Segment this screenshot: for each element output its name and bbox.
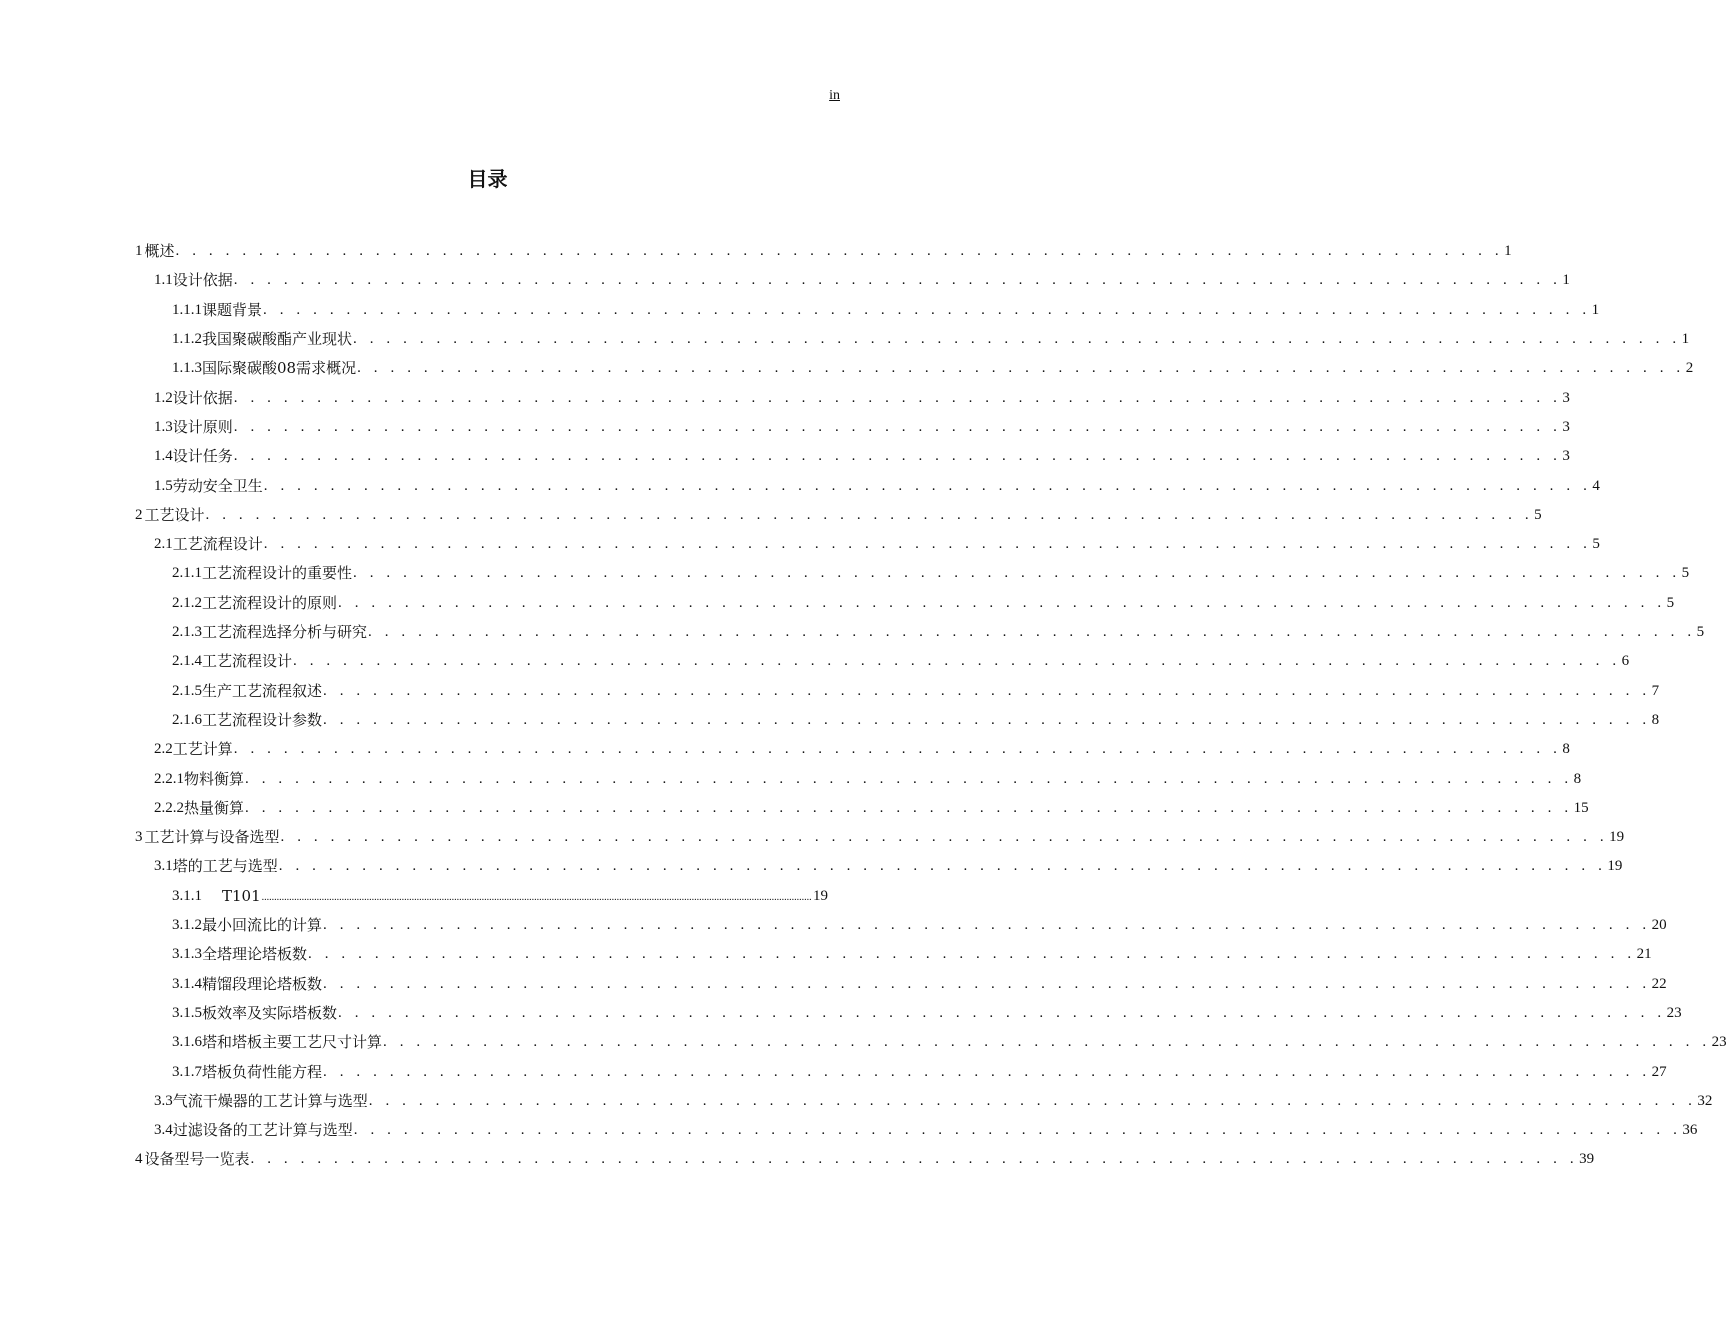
toc-dot-leader: . . . . . . . . . . . . . . . . . . . . . . . . . . . . . . . . . . . . . . . . . . . . . . . . . . . . . . . . . . . . . . . . . . . . . . . . . . . . . . . . xyxy=(323,917,1651,934)
toc-entry-page: 27 xyxy=(1651,1063,1667,1080)
toc-dot-leader: . . . . . . . . . . . . . . . . . . . . . . . . . . . . . . . . . . . . . . . . . . . . . . . . . . . . . . . . . . . . . . . . . . . . . . . . . . . . . . . . xyxy=(205,506,1534,523)
toc-entry-page: 8 xyxy=(1562,741,1570,758)
toc-dot-leader: . . . . . . . . . . . . . . . . . . . . . . . . . . . . . . . . . . . . . . . . . . . . . . . . . . . . . . . . . . . . . . . . . . . . . . . . . . . . . . . . xyxy=(323,1063,1651,1080)
toc-entry[interactable] xyxy=(172,647,1630,676)
toc-entry-page: 5 xyxy=(1696,624,1705,641)
toc-dot-leader: . . . . . . . . . . . . . . . . . . . . . . . . . . . . . . . . . . . . . . . . . . . . . . . . . . . . . . . . . . . . . . . . . . . . . . . . . . . . . . . . xyxy=(263,301,1591,318)
toc-entry[interactable] xyxy=(135,1145,1595,1174)
toc-entry-page: 3 xyxy=(1562,389,1570,406)
toc-entry-page: 5 xyxy=(1592,536,1600,553)
toc-entry-title: 塔的工艺与选型 xyxy=(172,857,278,876)
toc-entry-page: 5 xyxy=(1666,594,1675,611)
toc-entry[interactable] xyxy=(172,940,1652,969)
toc-entry-page: 3 xyxy=(1562,448,1570,465)
toc-entry[interactable] xyxy=(172,882,828,911)
toc-entry-title: 工艺流程设计的原则 xyxy=(202,593,338,612)
toc-entry-page: 8 xyxy=(1573,770,1582,787)
toc-entry-title: T101 xyxy=(222,886,261,905)
toc-entry-page: 36 xyxy=(1682,1122,1698,1139)
toc-entry-page: 6 xyxy=(1621,653,1630,670)
toc-dot-leader: . . . . . . . . . . . . . . . . . . . . . . . . . . . . . . . . . . . . . . . . . . . . . . . . . . . . . . . . . . . . . . . . . . . . . . . . . . . . . . . . xyxy=(233,741,1562,758)
toc-entry-page: 19 xyxy=(813,887,828,904)
toc-entry-title: 劳动安全卫生 xyxy=(172,476,263,495)
toc-entry-page: 19 xyxy=(1607,858,1623,875)
toc-dot-leader: . . . . . . . . . . . . . . . . . . . . . . . . . . . . . . . . . . . . . . . . . . . . . . . . . . . . . . . . . . . . . . . . . . . . . . . . . . . . . . . . xyxy=(338,594,1666,611)
toc-entry[interactable] xyxy=(172,589,1675,618)
toc-entry-number: 1.3 xyxy=(154,418,173,435)
toc-entry-number: 1.5 xyxy=(154,477,173,494)
toc-dot-leader: . . . . . . . . . . . . . . . . . . . . . . . . . . . . . . . . . . . . . . . . . . . . . . . . . . . . . . . . . . . . . . . . . . . . . . . . . . . . . . . . xyxy=(245,770,1573,787)
toc-entry-title: 工艺设计 xyxy=(144,505,205,524)
toc-dot-leader: . . . . . . . . . . . . . . . . . . . . . . . . . . . . . . . . . . . . . . . . . . . . . . . . . . . . . . . . . . . . . . . . . . . . . . . . . . . . . . . . xyxy=(280,829,1609,846)
toc-entry-page: 23 xyxy=(1666,1004,1682,1021)
toc-entry-page: 1 xyxy=(1562,272,1570,289)
toc-entry[interactable] xyxy=(154,266,1570,295)
toc-entry-title: 物料衡算 xyxy=(184,769,245,788)
toc-entry-page: 21 xyxy=(1636,946,1652,963)
toc-entry-page: 8 xyxy=(1651,711,1660,728)
toc-entry-page: 1 xyxy=(1504,243,1512,260)
toc-entry[interactable] xyxy=(172,911,1667,940)
toc-entry-number: 3 xyxy=(135,829,143,846)
toc-dot-leader: . . . . . . . . . . . . . . . . . . . . . . . . . . . . . . . . . . . . . . . . . . . . . . . . . . . . . . . . . . . . . . . . . . . . . . . . . . . . . . . . xyxy=(323,711,1651,728)
toc-entry-number: 1 xyxy=(135,243,143,260)
toc-entry-title: 设计任务 xyxy=(172,447,233,466)
toc-entry-title: 工艺流程设计参数 xyxy=(202,710,323,729)
toc-entry-page: 3 xyxy=(1562,418,1570,435)
toc-entry-number: 3.1.7 xyxy=(172,1063,202,1080)
toc-dot-leader: . . . . . . . . . . . . . . . . . . . . . . . . . . . . . . . . . . . . . . . . . . . . . . . . . . . . . . . . . . . . . . . . . . . . . . . . . . . . . . . . xyxy=(245,799,1573,816)
toc-entry-title: 塔和塔板主要工艺尺寸计算 xyxy=(202,1033,383,1052)
toc-entry-number: 3.3 xyxy=(154,1092,173,1109)
toc-entry[interactable] xyxy=(172,618,1705,647)
toc-entry-title: 设计依据 xyxy=(172,388,233,407)
toc-entry-title: 气流干燥器的工艺计算与选型 xyxy=(172,1091,368,1110)
toc-entry[interactable] xyxy=(172,325,1690,354)
toc-entry-number: 4 xyxy=(135,1151,143,1168)
toc-dot-leader: . . . . . . . . . . . . . . . . . . . . . . . . . . . . . . . . . . . . . . . . . . . . . . . . . . . . . . . . . . . . . . . . . . . . . . . . . . . . . . . . xyxy=(357,360,1685,377)
toc-entry[interactable] xyxy=(172,970,1667,999)
toc-entry-title: 生产工艺流程叙述 xyxy=(202,681,323,700)
toc-dot-leader: . . . . . . . . . . . . . . . . . . . . . . . . . . . . . . . . . . . . . . . . . . . . . . . . . . . . . . . . . . . . . . . . . . . . . . . . . . . . . . . . xyxy=(293,653,1621,670)
toc-entry-page: 22 xyxy=(1651,975,1667,992)
toc-dot-leader: . . . . . . . . . . . . . . . . . . . . . . . . . . . . . . . . . . . . . . . . . . . . . . . . . . . . . . . . . . . . . . . . . . . . . . . . . . . . . . . . xyxy=(233,448,1562,465)
toc-entry[interactable] xyxy=(154,735,1570,764)
toc-entry-page: 4 xyxy=(1592,477,1600,494)
toc-entry-title: 课题背景 xyxy=(202,300,263,319)
toc-dot-leader: . . . . . . . . . . . . . . . . . . . . . . . . . . . . . . . . . . . . . . . . . . . . . . . . . . . . . . . . . . . . . . . . . . . . . . . . . . . . . . . . xyxy=(233,389,1562,406)
toc-entry-page: 7 xyxy=(1651,682,1660,699)
toc-entry-number: 1.1 xyxy=(154,272,173,289)
toc-entry[interactable] xyxy=(172,677,1660,706)
toc-entry-number: 1.1.3 xyxy=(172,360,202,377)
toc-entry[interactable] xyxy=(154,764,1582,793)
toc-entry-number: 2.1.1 xyxy=(172,565,202,582)
toc-dot-leader: . . . . . . . . . . . . . . . . . . . . . . . . . . . . . . . . . . . . . . . . . . . . . . . . . . . . . . . . . . . . . . . . . . . . . . . . . . . . . . . . xyxy=(323,975,1651,992)
toc-dot-leader: . . . . . . . . . . . . . . . . . . . . . . . . . . . . . . . . . . . . . . . . . . . . . . . . . . . . . . . . . . . . . . . . . . . . . . . . . . . . . . . . xyxy=(263,536,1592,553)
toc-entry-number: 3.1.6 xyxy=(172,1034,202,1051)
toc-entry[interactable] xyxy=(154,384,1570,413)
toc-entry-title: 塔板负荷性能方程 xyxy=(202,1062,323,1081)
toc-entry-page: 5 xyxy=(1534,506,1542,523)
toc-entry-title: 板效率及实际塔板数 xyxy=(202,1003,338,1022)
toc-entry-page: 2 xyxy=(1685,360,1694,377)
toc-dot-leader: . . . . . . . . . . . . . . . . . . . . . . . . . . . . . . . . . . . . . . . . . . . . . . . . . . . . . . . . . . . . . . . . . . . . . . . . . . . . . . . . xyxy=(353,1122,1682,1139)
toc-entry-number: 1.1.2 xyxy=(172,331,202,348)
toc-entry[interactable] xyxy=(135,237,1512,266)
toc-entry[interactable] xyxy=(172,1057,1667,1086)
toc-dot-leader: . . . . . . . . . . . . . . . . . . . . . . . . . . . . . . . . . . . . . . . . . . . . . . . . . . . . . . . . . . . . . . . . . . . . . . . . . . . . . . . . xyxy=(323,682,1651,699)
toc-entry[interactable] xyxy=(172,354,1694,383)
toc-entry-number: 2.1.4 xyxy=(172,653,202,670)
toc-entry-title: 精馏段理论塔板数 xyxy=(202,974,323,993)
toc-dot-leader: . . . . . . . . . . . . . . . . . . . . . . . . . . . . . . . . . . . . . . . . . . . . . . . . . . . . . . . . . . . . . . . . . . . . . . . . . . . . . . . . xyxy=(368,624,1696,641)
toc-entry-number: 2.1.3 xyxy=(172,624,202,641)
toc-entry-page: 23 xyxy=(1711,1034,1727,1051)
toc-entry[interactable] xyxy=(154,794,1589,823)
toc-entry-title: 设计依据 xyxy=(172,271,233,290)
toc-entry-title: 工艺流程选择分析与研究 xyxy=(202,623,368,642)
toc-entry-title: 工艺流程设计的重要性 xyxy=(202,564,353,583)
toc-entry[interactable] xyxy=(154,413,1570,442)
toc-entry-page: 20 xyxy=(1651,917,1667,934)
toc-dot-leader: . . . . . . . . . . . . . . . . . . . . . . . . . . . . . . . . . . . . . . . . . . . . . . . . . . . . . . . . . . . . . . . . . . . . . . . . . . . . . . . . xyxy=(250,1151,1579,1168)
page-marker: in xyxy=(829,88,840,103)
toc-entry-number: 2.1 xyxy=(154,536,173,553)
toc-entry-title: 概述 xyxy=(144,242,175,261)
toc-dot-leader: . . . . . . . . . . . . . . . . . . . . . . . . . . . . . . . . . . . . . . . . . . . . . . . . . . . . . . . . . . . . . . . . . . . . . . . . . . . . . . . . xyxy=(278,858,1607,875)
toc-entry-title: 过滤设备的工艺计算与选型 xyxy=(172,1121,353,1140)
toc-dot-leader: . . . . . . . . . . . . . . . . . . . . . . . . . . . . . . . . . . . . . . . . . . . . . . . . . . . . . . . . . . . . . . . . . . . . . . . . . . . . . . . . xyxy=(368,1092,1697,1109)
toc-dot-leader: ............................................................................................................................................................................................................................ xyxy=(261,892,812,904)
toc-dot-leader: . . . . . . . . . . . . . . . . . . . . . . . . . . . . . . . . . . . . . . . . . . . . . . . . . . . . . . . . . . . . . . . . . . . . . . . . . . . . . . . . xyxy=(263,477,1592,494)
toc-entry-title: 国际聚碳酸08需求概况 xyxy=(202,359,357,378)
toc-entry[interactable] xyxy=(172,706,1660,735)
toc-entry-number: 3.1 xyxy=(154,858,173,875)
toc-entry-number: 1.4 xyxy=(154,448,173,465)
toc-entry-title: 设备型号一览表 xyxy=(144,1150,250,1169)
toc-entry[interactable] xyxy=(154,1087,1713,1116)
toc-entry[interactable] xyxy=(172,559,1690,588)
toc-entry-number: 2.1.6 xyxy=(172,711,202,728)
toc-entry[interactable] xyxy=(154,442,1570,471)
toc-entry[interactable] xyxy=(172,1028,1727,1057)
toc-entry-page: 39 xyxy=(1579,1151,1595,1168)
toc-entry-number: 1.1.1 xyxy=(172,301,202,318)
toc-entry-page: 1 xyxy=(1681,331,1690,348)
toc-entry-number: 3.1.1 xyxy=(172,887,202,904)
toc-entry-number: 3.1.3 xyxy=(172,946,202,963)
toc-entry-title: 全塔理论塔板数 xyxy=(202,945,308,964)
toc-entry-title: 工艺流程设计 xyxy=(172,535,263,554)
toc-dot-leader: . . . . . . . . . . . . . . . . . . . . . . . . . . . . . . . . . . . . . . . . . . . . . . . . . . . . . . . . . . . . . . . . . . . . . . . . . . . . . . . . xyxy=(383,1034,1711,1051)
toc-entry-title: 工艺计算 xyxy=(172,740,233,759)
toc-dot-leader: . . . . . . . . . . . . . . . . . . . . . . . . . . . . . . . . . . . . . . . . . . . . . . . . . . . . . . . . . . . . . . . . . . . . . . . . . . . . . . . . xyxy=(308,946,1636,963)
toc-entry-number: 2.1.2 xyxy=(172,594,202,611)
toc-dot-leader: . . . . . . . . . . . . . . . . . . . . . . . . . . . . . . . . . . . . . . . . . . . . . . . . . . . . . . . . . . . . . . . . . . . . . . . . . . . . . . . . xyxy=(233,272,1562,289)
toc-entry-number: 3.1.2 xyxy=(172,917,202,934)
toc-entry-number: 2.2.2 xyxy=(154,799,184,816)
toc-entry-title: 工艺流程设计 xyxy=(202,652,293,671)
toc-entry[interactable] xyxy=(172,296,1600,325)
toc-entry-title: 我国聚碳酸酯产业现状 xyxy=(202,330,353,349)
toc-title: 目录 xyxy=(467,167,508,191)
toc-entry-title: 最小回流比的计算 xyxy=(202,916,323,935)
toc-entry-number: 2.2 xyxy=(154,741,173,758)
toc-entry-page: 15 xyxy=(1573,799,1589,816)
toc-entry-page: 5 xyxy=(1681,565,1690,582)
toc-dot-leader: . . . . . . . . . . . . . . . . . . . . . . . . . . . . . . . . . . . . . . . . . . . . . . . . . . . . . . . . . . . . . . . . . . . . . . . . . . . . . . . . xyxy=(353,331,1681,348)
toc-entry[interactable] xyxy=(135,501,1542,530)
toc-entry-page: 1 xyxy=(1591,301,1600,318)
toc-entry-number: 2 xyxy=(135,506,143,523)
toc-entry[interactable] xyxy=(172,999,1682,1028)
toc-entry-page: 32 xyxy=(1697,1092,1713,1109)
toc-entry[interactable] xyxy=(154,1116,1698,1145)
toc-entry-title: 热量衡算 xyxy=(184,798,245,817)
toc-entry-title: 工艺计算与设备选型 xyxy=(144,828,280,847)
toc-dot-leader: . . . . . . . . . . . . . . . . . . . . . . . . . . . . . . . . . . . . . . . . . . . . . . . . . . . . . . . . . . . . . . . . . . . . . . . . . . . . . . . . xyxy=(233,418,1562,435)
toc-dot-leader: . . . . . . . . . . . . . . . . . . . . . . . . . . . . . . . . . . . . . . . . . . . . . . . . . . . . . . . . . . . . . . . . . . . . . . . . . . . . . . . . xyxy=(175,243,1504,260)
toc-entry[interactable] xyxy=(154,471,1600,500)
toc-dot-leader: . . . . . . . . . . . . . . . . . . . . . . . . . . . . . . . . . . . . . . . . . . . . . . . . . . . . . . . . . . . . . . . . . . . . . . . . . . . . . . . . xyxy=(353,565,1681,582)
toc-entry[interactable] xyxy=(154,852,1623,881)
toc-entry-number: 2.2.1 xyxy=(154,770,184,787)
toc-dot-leader: . . . . . . . . . . . . . . . . . . . . . . . . . . . . . . . . . . . . . . . . . . . . . . . . . . . . . . . . . . . . . . . . . . . . . . . . . . . . . . . . xyxy=(338,1004,1666,1021)
toc-entry-title: 设计原则 xyxy=(172,417,233,436)
toc-entry-number: 1.2 xyxy=(154,389,173,406)
toc-entry-number: 3.1.5 xyxy=(172,1004,202,1021)
toc-entry-number: 2.1.5 xyxy=(172,682,202,699)
toc-entry[interactable] xyxy=(135,823,1625,852)
toc-entry[interactable] xyxy=(154,530,1600,559)
toc-entry-page: 19 xyxy=(1609,829,1625,846)
toc-entry-number: 3.4 xyxy=(154,1122,173,1139)
toc-entry-number: 3.1.4 xyxy=(172,975,202,992)
